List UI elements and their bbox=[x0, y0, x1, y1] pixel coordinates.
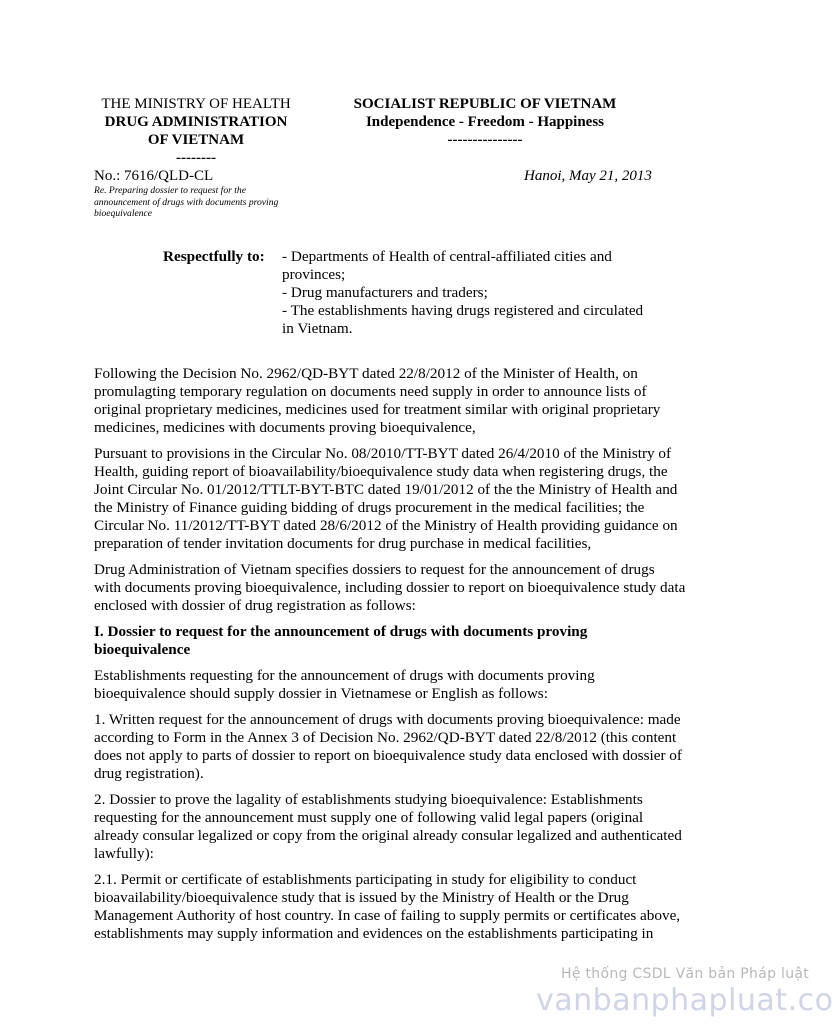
text-line: Circular No. 11/2012/TT-BYT dated 28/6/2012 of the Ministry of Health providing guidance on bbox=[94, 517, 678, 534]
text-line: lawfully): bbox=[94, 845, 154, 862]
text-line: Management Authority of host country. In case of failing to supply permits or certificates above, bbox=[94, 907, 681, 924]
text-line: does not apply to parts of dossier to report on bioequivalence study data enclosed with dossier of bbox=[94, 747, 682, 764]
recipients-label: Respectfully to: bbox=[163, 248, 265, 265]
text-line: drug registration). bbox=[94, 765, 204, 782]
text-line: with documents proving bioequivalence, including dossier to report on bioequivalence study data bbox=[94, 579, 686, 596]
text-line: 2.1. Permit or certificate of establishments participating in study for eligibility to conduct bbox=[94, 871, 637, 888]
decision-paragraph bbox=[94, 561, 714, 615]
text-line: establishments may supply information and evidences on the establishments participating in bbox=[94, 925, 654, 942]
issuer-divider: -------- bbox=[176, 150, 216, 166]
motto-divider: --------------- bbox=[447, 132, 523, 148]
text-line: Following the Decision No. 2962/QD-BYT dated 22/8/2012 of the Minister of Health, on bbox=[94, 365, 638, 382]
country-name: SOCIALIST REPUBLIC OF VIETNAM bbox=[353, 96, 617, 112]
recipient-line: - The establishments having drugs registered and circulated bbox=[282, 302, 644, 319]
text-line: bioequivalence should supply dossier in Vietnamese or English as follows: bbox=[94, 685, 548, 702]
text-line: Drug Administration of Vietnam specifies dossiers to request for the announcement of drugs bbox=[94, 561, 655, 578]
text-line: preparation of tender invitation documents for drug purchase in medical facilities, bbox=[94, 535, 592, 552]
section-1-heading bbox=[94, 623, 714, 659]
text-line: Health, guiding report of bioavailability/bioequivalence study data when registering drugs, the bbox=[94, 463, 668, 480]
agency-name-line1: DRUG ADMINISTRATION bbox=[104, 114, 288, 130]
preamble-paragraph-1 bbox=[94, 365, 714, 437]
text-line: Establishments requesting for the announcement of drugs with documents proving bbox=[94, 667, 595, 684]
text-line: already consular legalized or copy from the original already consular legalized and authenticated bbox=[94, 827, 682, 844]
national-title-block bbox=[330, 95, 640, 149]
recipients-list bbox=[282, 248, 682, 338]
text-line: Joint Circular No. 01/2012/TTLT-BYT-BTC dated 19/01/2012 of the the Ministry of Health and bbox=[94, 481, 678, 498]
text-line: promulagting temporary regulation on documents need supply in order to announce lists of bbox=[94, 383, 647, 400]
text-line: requesting for the announcement must supply one of following valid legal papers (original bbox=[94, 809, 644, 826]
issuer-block bbox=[80, 95, 312, 167]
text-line: 2. Dossier to prove the lagality of establishments studying bioequivalence: Establishments bbox=[94, 791, 643, 808]
text-line: according to Form in the Annex 3 of Decision No. 2962/QD-BYT dated 22/8/2012 (this content bbox=[94, 729, 677, 746]
heading-line: bioequivalence bbox=[94, 641, 191, 658]
recipient-line: provinces; bbox=[282, 266, 346, 283]
subject-note bbox=[94, 185, 324, 220]
watermark-site: vanbanphapluat.co bbox=[536, 983, 833, 1018]
recipient-line: - Departments of Health of central-affiliated cities and bbox=[282, 248, 612, 265]
subject-line: Re. Preparing dossier to request for the bbox=[94, 185, 246, 196]
text-line: medicines, medicines with documents proving bioequivalence, bbox=[94, 419, 476, 436]
agency-name-line2: OF VIETNAM bbox=[147, 132, 245, 148]
text-line: bioavailability/bioequivalence study that is issued by the Ministry of Health or the Drug bbox=[94, 889, 629, 906]
item-1-paragraph bbox=[94, 711, 714, 783]
subject-line: announcement of drugs with documents proving bbox=[94, 196, 279, 208]
text-line: 1. Written request for the announcement of drugs with documents proving bioequivalence: made bbox=[94, 711, 681, 728]
ministry-name: THE MINISTRY OF HEALTH bbox=[101, 96, 291, 112]
text-line: original proprietary medicines, medicines used for treatment similar with original proprietary bbox=[94, 401, 661, 418]
national-motto: Independence - Freedom - Happiness bbox=[365, 114, 605, 130]
place-and-date: Hanoi, May 21, 2013 bbox=[524, 168, 652, 184]
document-number: No.: 7616/QLD-CL bbox=[94, 168, 214, 184]
heading-line: I. Dossier to request for the announcement of drugs with documents proving bbox=[94, 623, 588, 640]
text-line: enclosed with dossier of drug registration as follows: bbox=[94, 597, 416, 614]
preamble-paragraph-2 bbox=[94, 445, 714, 553]
subject-line: bioequivalence bbox=[94, 208, 153, 219]
item-2-paragraph bbox=[94, 791, 714, 863]
item-2-1-paragraph bbox=[94, 871, 714, 943]
text-line: Pursuant to provisions in the Circular No. 08/2010/TT-BYT dated 26/4/2010 of the Ministry of bbox=[94, 445, 672, 462]
section-1-intro bbox=[94, 667, 714, 703]
recipient-line: in Vietnam. bbox=[282, 320, 353, 337]
watermark-caption: Hệ thống CSDL Văn bản Pháp luật bbox=[561, 966, 810, 982]
text-line: the Ministry of Finance guiding bidding of drugs procurement in the medical facilities; the bbox=[94, 499, 645, 516]
recipient-line: - Drug manufacturers and traders; bbox=[282, 284, 488, 301]
